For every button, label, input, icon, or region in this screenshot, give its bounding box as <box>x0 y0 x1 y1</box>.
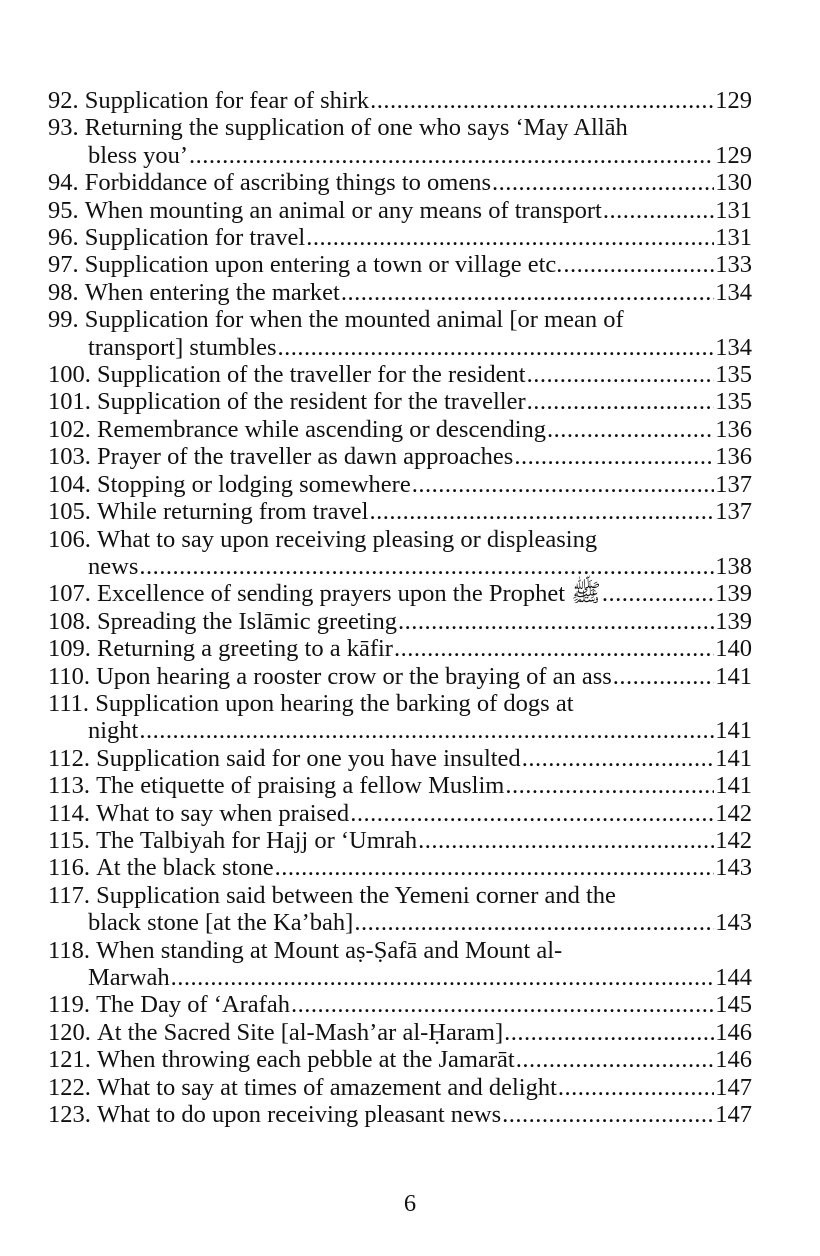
toc-entry <box>48 306 752 361</box>
toc-entry-line <box>48 854 752 881</box>
toc-entry-number: 119. <box>48 991 90 1019</box>
toc-entry-number: 120. <box>48 1018 91 1046</box>
dot-leader <box>398 608 714 635</box>
toc-entry-title: At the Sacred Site [al-Mash’ar al-Ḥaram] <box>97 1018 504 1046</box>
toc-entry-number: 117. <box>48 881 90 909</box>
toc-entry-page: 142 <box>715 826 752 854</box>
toc-entry-page: 141 <box>715 717 752 745</box>
toc-entry-title: When entering the market <box>84 278 340 306</box>
toc-entry-number: 123. <box>48 1101 91 1129</box>
toc-entry-number: 96. <box>48 224 79 252</box>
toc-entry <box>48 416 752 443</box>
toc-entry-line <box>48 87 752 114</box>
toc-entry-title: Supplication for when the mounted animal [or mean of <box>84 306 624 334</box>
toc-entry <box>48 635 752 662</box>
toc-entry <box>48 498 752 525</box>
toc-entry-number: 101. <box>48 388 91 416</box>
toc-entry-title: What to say at times of amazement and delight <box>97 1073 557 1101</box>
toc-entry-title: bless you’ <box>88 141 189 169</box>
dot-leader <box>547 416 714 443</box>
toc-entry <box>48 1019 752 1046</box>
toc-entry-number: 98. <box>48 278 79 306</box>
toc-entry-page: 144 <box>715 964 752 991</box>
toc-entry-line <box>48 169 752 196</box>
toc-entry-number: 118. <box>48 936 90 964</box>
toc-entry-page: 137 <box>715 498 752 526</box>
toc-entry-title: news <box>88 552 139 580</box>
dot-leader <box>171 964 715 991</box>
toc-entry-title: The Day of ‘Arafah <box>96 991 290 1019</box>
dot-leader <box>522 745 715 772</box>
dot-leader <box>306 224 714 251</box>
toc-entry-line <box>48 388 752 415</box>
toc-entry-title: Upon hearing a rooster crow or the braying of an ass <box>96 662 612 690</box>
toc-entry-page: 136 <box>715 415 752 443</box>
toc-entry-line <box>48 580 752 607</box>
toc-entry-page: 131 <box>715 196 752 224</box>
dot-leader <box>139 717 714 744</box>
dot-leader <box>291 991 714 1018</box>
toc-entry-title: Supplication of the resident for the traveller <box>97 388 526 416</box>
toc-entry-line <box>48 827 752 854</box>
toc-entry-page: 146 <box>715 1018 752 1046</box>
toc-entry-number: 107. <box>48 580 91 608</box>
toc-entry-number: 121. <box>48 1046 91 1074</box>
toc-entry-title: When mounting an animal or any means of transport <box>84 196 602 224</box>
toc-entry-line <box>48 1019 752 1046</box>
toc-entry-number: 112. <box>48 744 90 772</box>
toc-entry-title: What to do upon receiving pleasant news <box>97 1101 502 1129</box>
toc-entry-title: Supplication upon hearing the barking of dogs at <box>95 689 574 717</box>
dot-leader <box>492 169 714 196</box>
toc-entry-title: What to say when praised <box>96 799 350 827</box>
dot-leader <box>354 909 714 936</box>
toc-entry-continuation <box>48 334 752 361</box>
dot-leader <box>502 1101 714 1128</box>
toc-entry <box>48 224 752 251</box>
toc-entry-number: 110. <box>48 662 90 690</box>
toc-entry-page: 134 <box>715 333 752 361</box>
toc-entry-line <box>48 608 752 635</box>
toc-entry-title: Supplication upon entering a town or village etc. <box>84 251 563 279</box>
toc-entry <box>48 991 752 1018</box>
toc-entry-number: 97. <box>48 251 79 279</box>
toc-entry-page: 129 <box>715 87 752 114</box>
toc-entry-line <box>48 306 752 333</box>
toc-entry <box>48 827 752 854</box>
toc-entry-number: 92. <box>48 87 79 114</box>
toc-entry <box>48 937 752 992</box>
toc-entry-continuation <box>48 717 752 744</box>
dot-leader <box>527 361 715 388</box>
toc-entry-title: Returning the supplication of one who says ‘May Allāh <box>84 114 628 142</box>
toc-entry <box>48 580 752 607</box>
toc-entry <box>48 251 752 278</box>
toc-entry-page: 135 <box>715 388 752 416</box>
toc-entry-number: 122. <box>48 1073 91 1101</box>
toc-entry <box>48 197 752 224</box>
toc-entry-title: Returning a greeting to a kāfir <box>97 635 393 663</box>
toc-entry-line <box>48 772 752 799</box>
toc-entry <box>48 1074 752 1101</box>
toc-entry-page: 129 <box>715 141 752 169</box>
toc-entry-line <box>48 1046 752 1073</box>
toc-entry-line <box>48 991 752 1018</box>
toc-entry-page: 130 <box>715 169 752 197</box>
dot-leader <box>189 142 714 169</box>
toc-entry <box>48 772 752 799</box>
toc-entry-title: The etiquette of praising a fellow Muslim <box>96 772 505 800</box>
toc-entry-line <box>48 937 752 964</box>
dot-leader <box>394 635 714 662</box>
dot-leader <box>558 1074 714 1101</box>
toc-entry-number: 108. <box>48 607 91 635</box>
toc-entry-page: 139 <box>715 607 752 635</box>
toc-entry-page: 145 <box>715 991 752 1019</box>
toc-entry-line <box>48 882 752 909</box>
toc-entry-number: 94. <box>48 169 79 197</box>
toc-entry-line <box>48 690 752 717</box>
toc-entry <box>48 361 752 388</box>
toc-entry-page: 142 <box>715 799 752 827</box>
toc-entry-title: When throwing each pebble at the Jamarāt <box>97 1046 515 1074</box>
dot-leader <box>418 827 714 854</box>
toc-entry-line <box>48 224 752 251</box>
dot-leader <box>613 663 714 690</box>
toc-entry-title: What to say upon receiving pleasing or displeasing <box>97 525 598 553</box>
toc-entry <box>48 443 752 470</box>
dot-leader <box>412 471 715 498</box>
toc-entry-line <box>48 745 752 772</box>
toc-entry-line <box>48 663 752 690</box>
toc-entry-number: 106. <box>48 525 91 553</box>
toc-entry-title: black stone [at the Ka’bah] <box>88 909 354 937</box>
toc-entry-line <box>48 416 752 443</box>
dot-leader <box>603 197 714 224</box>
toc-entry-title: Stopping or lodging somewhere <box>97 470 411 498</box>
toc-entry-number: 99. <box>48 306 79 334</box>
dot-leader <box>341 279 714 306</box>
toc-entry-page: 147 <box>715 1073 752 1101</box>
toc-entry-title: Marwah <box>88 964 170 991</box>
toc-entry-number: 114. <box>48 799 90 827</box>
toc-entry-line <box>48 197 752 224</box>
dot-leader <box>504 1019 714 1046</box>
toc-entry-page: 141 <box>715 744 752 772</box>
toc-entry <box>48 87 752 114</box>
toc-entry-line <box>48 114 752 141</box>
toc-entry-line <box>48 471 752 498</box>
toc-entry-page: 134 <box>715 278 752 306</box>
dot-leader <box>350 800 714 827</box>
toc-entry <box>48 800 752 827</box>
toc-entry <box>48 169 752 196</box>
toc-entry <box>48 854 752 881</box>
toc-entry-continuation <box>48 964 752 991</box>
toc-entry <box>48 1046 752 1073</box>
toc-entry-title: Forbiddance of ascribing things to omens <box>84 169 491 197</box>
toc-entry-title: The Talbiyah for Hajj or ‘Umrah <box>96 826 418 854</box>
toc-entry-page: 147 <box>715 1101 752 1129</box>
toc-entry-page: 133 <box>715 251 752 279</box>
toc-entry <box>48 388 752 415</box>
dot-leader <box>139 553 714 580</box>
toc-entry-line <box>48 800 752 827</box>
toc-entry-title: At the black stone <box>96 854 274 882</box>
toc-entry-page: 140 <box>715 635 752 663</box>
toc-entry-page: 131 <box>715 224 752 252</box>
toc-entry-line <box>48 498 752 525</box>
toc-entry-page: 141 <box>715 772 752 800</box>
toc-entry-line <box>48 635 752 662</box>
toc-entry-page: 135 <box>715 361 752 389</box>
toc-entry-line <box>48 251 752 278</box>
dot-leader <box>278 334 715 361</box>
toc-entry-number: 100. <box>48 361 91 389</box>
toc-entry-page: 141 <box>715 662 752 690</box>
toc-entry-title: When standing at Mount aṣ-Ṣafā and Mount al- <box>96 936 563 964</box>
toc-entry-number: 105. <box>48 498 91 526</box>
toc-entry-page: 146 <box>715 1046 752 1074</box>
toc-entry-number: 95. <box>48 196 79 224</box>
toc-entry-page: 143 <box>715 909 752 937</box>
toc-entry <box>48 882 752 937</box>
toc-entry <box>48 745 752 772</box>
toc-entry-number: 115. <box>48 826 90 854</box>
toc-entry-number: 109. <box>48 635 91 663</box>
toc-entry <box>48 279 752 306</box>
dot-leader <box>563 251 714 278</box>
toc-entry-title: Remembrance while ascending or descending <box>97 415 547 443</box>
toc-entry-line <box>48 279 752 306</box>
toc-entry-number: 103. <box>48 443 91 471</box>
toc-entry-page: 138 <box>715 552 752 580</box>
toc-entry <box>48 471 752 498</box>
toc-entry-line <box>48 526 752 553</box>
toc-entry-number: 111. <box>48 689 90 717</box>
dot-leader <box>369 498 714 525</box>
toc-entry-number: 104. <box>48 470 91 498</box>
dot-leader <box>370 87 714 114</box>
toc-entry <box>48 114 752 169</box>
toc-entry-continuation <box>48 142 752 169</box>
dot-leader <box>275 854 715 881</box>
toc-entry-continuation <box>48 553 752 580</box>
toc-entry-number: 113. <box>48 772 90 800</box>
toc-entry-page: 137 <box>715 470 752 498</box>
toc-entry-line <box>48 443 752 470</box>
toc-entry-page: 136 <box>715 443 752 471</box>
toc-entry-line <box>48 361 752 388</box>
toc-entry <box>48 663 752 690</box>
toc-entry <box>48 608 752 635</box>
toc-entry-number: 93. <box>48 114 79 142</box>
toc-entry-page: 143 <box>715 854 752 882</box>
toc-entry-continuation <box>48 909 752 936</box>
toc-entry-title: Excellence of sending prayers upon the Prophet ﷺ <box>97 580 601 608</box>
toc-entry-title: Supplication for travel <box>84 224 306 252</box>
toc-entry-title: night <box>88 717 139 745</box>
dot-leader <box>516 1046 715 1073</box>
toc-entry-title: Prayer of the traveller as dawn approaches <box>97 443 514 471</box>
dot-leader <box>514 443 714 470</box>
toc-entry-line <box>48 1074 752 1101</box>
page-number: 6 <box>403 1190 417 1217</box>
toc-entry-line <box>48 1101 752 1128</box>
toc-entry-title: Supplication said for one you have insulted <box>96 744 521 772</box>
toc-entry-title: Supplication for fear of shirk <box>84 87 370 114</box>
dot-leader <box>527 388 715 415</box>
toc-entry-number: 102. <box>48 415 91 443</box>
toc-entry-title: Supplication of the traveller for the resident <box>97 361 526 389</box>
dot-leader <box>602 580 714 607</box>
toc-entry <box>48 526 752 581</box>
toc-entry <box>48 1101 752 1128</box>
toc-entry <box>48 690 752 745</box>
toc-entry-title: While returning from travel <box>97 498 369 526</box>
toc-entry-page: 139 <box>715 580 752 608</box>
toc-entry-number: 116. <box>48 854 90 882</box>
toc-entry-title: transport] stumbles <box>88 333 277 361</box>
toc-entry-title: Spreading the Islāmic greeting <box>97 607 398 635</box>
dot-leader <box>505 772 714 799</box>
toc-entry-title: Supplication said between the Yemeni corner and the <box>96 881 616 909</box>
table-of-contents <box>48 87 752 1128</box>
